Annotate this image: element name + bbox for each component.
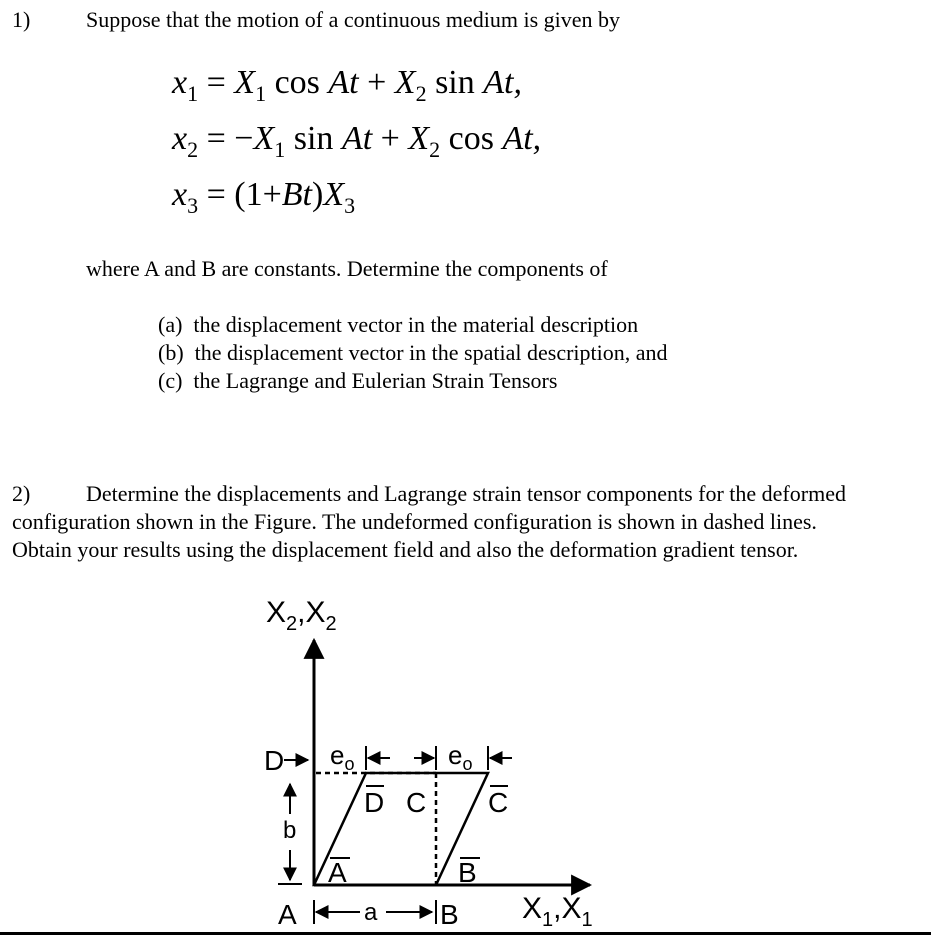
- problem2-line3: Obtain your results using the displacement field and also the deformation gradient tensor.: [12, 537, 799, 562]
- problem2-number: 2): [12, 481, 31, 506]
- problem2-line2: configuration shown in the Figure. The undeformed configuration is shown in dashed lines.: [12, 509, 817, 534]
- x-axis-label: $X_1,X_1$: [522, 892, 593, 931]
- problem1-intro: Suppose that the motion of a continuous medium is given by: [86, 7, 621, 32]
- problem2-line1: Determine the displacements and Lagrange strain tensor components for the deformed: [86, 481, 846, 506]
- part-b-text: the displacement vector in the spatial description, and: [194, 340, 668, 365]
- label-Bbar: B: [458, 857, 477, 888]
- part-a-text: the displacement vector in the material description: [193, 312, 639, 337]
- label-b: b: [283, 817, 297, 844]
- label-Cbar: C: [488, 787, 509, 818]
- part-c-text: the Lagrange and Eulerian Strain Tensors: [193, 368, 558, 393]
- label-C: C: [406, 787, 427, 818]
- label-A: A: [278, 899, 297, 930]
- label-a: a: [364, 899, 378, 926]
- label-eo-left: $e_o$: [330, 740, 355, 774]
- y-axis-label: $X_2,X_2$: [266, 596, 337, 635]
- part-a-label: (a): [158, 312, 183, 337]
- part-c-label: (c): [158, 368, 183, 393]
- label-eo-right: $e_o$: [448, 740, 473, 774]
- label-Abar: A: [328, 857, 347, 888]
- problem1-where-text: where A and B are constants. Determine the components of: [86, 256, 608, 281]
- equation-2: $x_2 = -X_1$ $\sin At + X_2$ cos At,: [172, 120, 542, 162]
- equation-3: $x_3 = (1+Bt)X_3$: [172, 176, 356, 218]
- label-B: B: [440, 899, 459, 930]
- part-b-label: (b): [158, 340, 184, 365]
- equation-1: $x_1 = X_1$ $\cos At + X_2$ sin At,: [172, 64, 522, 106]
- bottom-rule: [0, 932, 931, 935]
- label-D: D: [264, 745, 285, 776]
- label-Dbar: D: [364, 787, 385, 818]
- problem1-number: 1): [12, 7, 31, 32]
